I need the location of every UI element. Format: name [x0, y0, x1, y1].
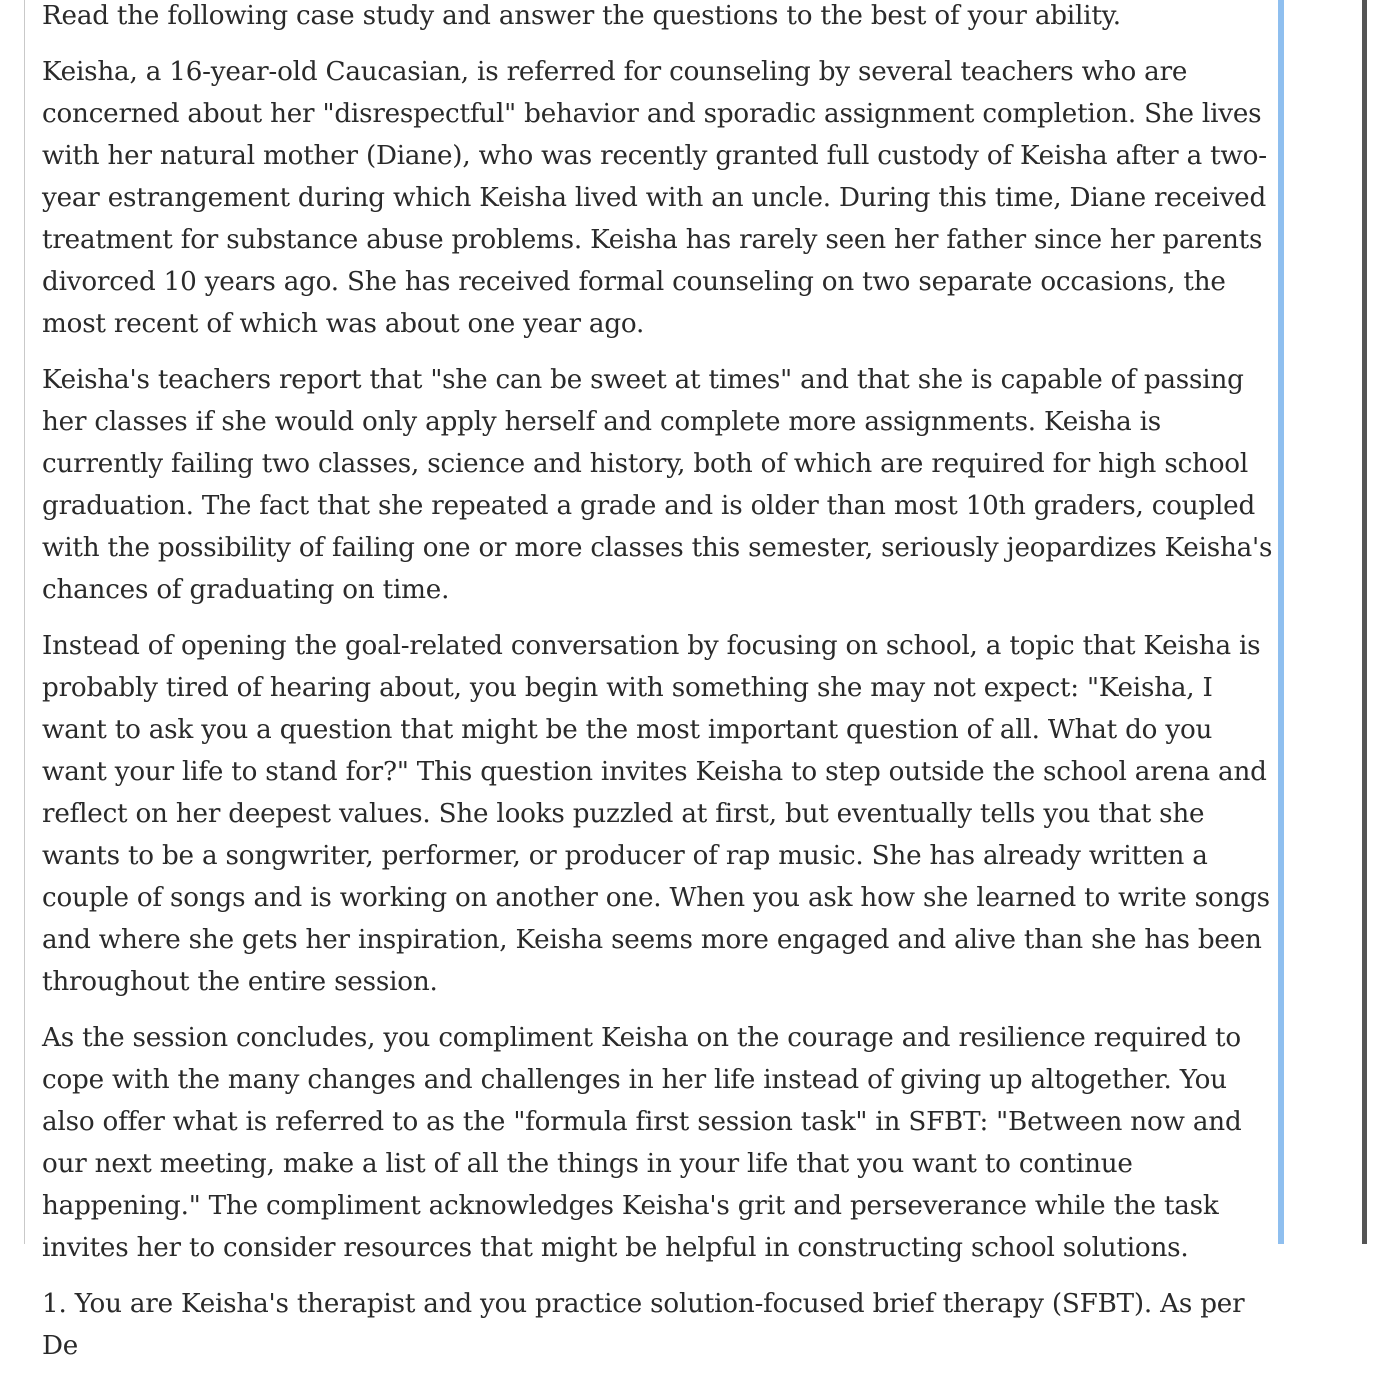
case-paragraph-background: Keisha, a 16-year-old Caucasian, is referred for counseling by several teachers who are concerned about her "disrespectful" behavior and sporadic assignment completion. She lives with her natural mother (Diane), who was recently granted full custody of Keisha after a two-year estrangement during which Keisha lived with an uncle. During this time, Diane received treatment for substance abuse problems. Keisha has rarely seen her father since her parents divorced 10 years ago. She has received formal counseling on two separate occasions, the most recent of which was about one year ago. [42, 57, 1267, 339]
case-paragraph-goal-conversation: Instead of opening the goal-related conversation by focusing on school, a topic that Keisha is probably tired of hearing about, you begin with something she may not expect: "Keisha, I want to ask you a question that might be the most important question of all. What do you want your life to stand for?" This question invites Keisha to step outside the school arena and reflect on her deepest values. She looks puzzled at first, but eventually tells you that she wants to be a songwriter, performer, or producer of rap music. She has already written a couple of songs and is working on another one. When you ask how she learned to write songs and where she gets her inspiration, Keisha seems more engaged and alive than she has been throughout the entire session. [42, 631, 1270, 997]
document-panel [24, 0, 1279, 1361]
scrollbar-thumb[interactable] [1362, 0, 1367, 1244]
case-paragraph-session-conclusion: As the session concludes, you compliment Keisha on the courage and resilience required to cope with the many changes and challenges in her life instead of giving up altogether. You also offer what is referred to as the "formula first session task" in SFBT: "Between now and our next meeting, make a list of all the things in your life that you want to continue happening." The compliment acknowledges Keisha's grit and perseverance while the task invites her to consider resources that might be helpful in constructing school solutions. [42, 1023, 1242, 1263]
case-paragraph-teachers-report: Keisha's teachers report that "she can be sweet at times" and that she is capable of passing her classes if she would only apply herself and complete more assignments. Keisha is currently failing two classes, science and history, both of which are required for high school graduation. The fact that she repeated a grade and is older than most 10th graders, coupled with the possibility of failing one or more classes this semester, seriously jeopardizes Keisha's chances of graduating on time. [42, 365, 1273, 605]
intro-instruction: Read the following case study and answer the questions to the best of your ability. [42, 1, 1121, 31]
document-content [42, 0, 1274, 1381]
question-1: 1. You are Keisha's therapist and you practice solution-focused brief therapy (SFBT). As per De [42, 1289, 1245, 1361]
side-margin [1284, 0, 1362, 1244]
